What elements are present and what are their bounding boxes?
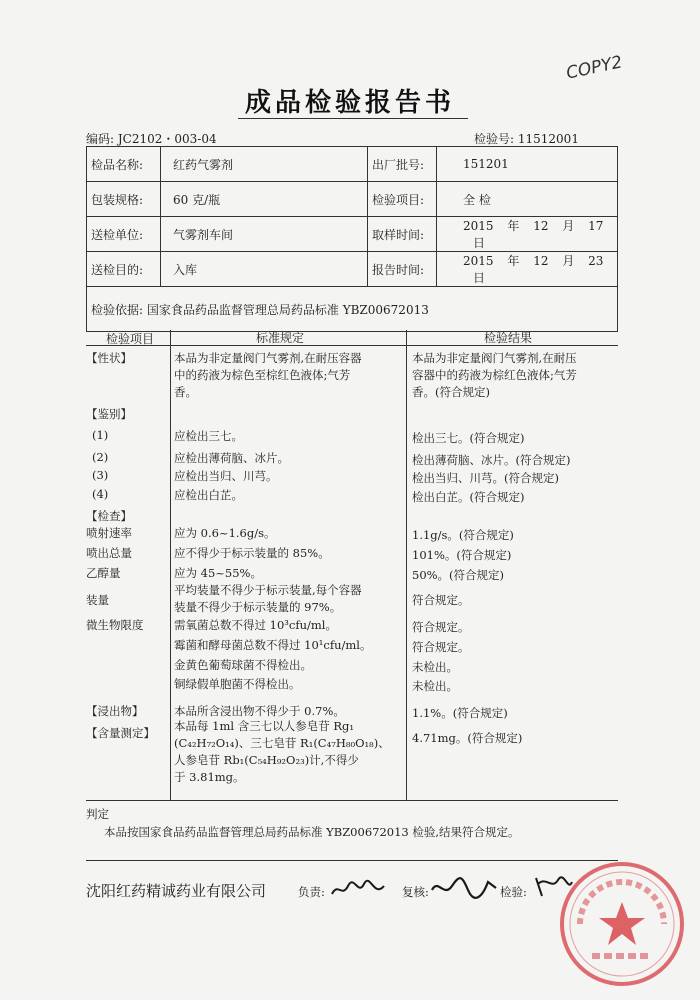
report-time-value (437, 252, 618, 287)
month-char: 月 (562, 254, 575, 268)
basis-label: 检验依据: (91, 302, 144, 317)
info-row-3 (87, 217, 618, 252)
extract-label: 【浸出物】 (86, 704, 144, 718)
ethanol-item: 乙醇量 (86, 566, 121, 580)
traits-result-line: 香。(符合规定) (412, 385, 490, 399)
info-row-1 (87, 147, 618, 182)
assay-label: 【含量测定】 (86, 726, 155, 740)
report-time-label: 报告时间: (368, 252, 437, 287)
basis-value: 国家食品药品监督管理总局药品标准 YBZ00672013 (146, 302, 429, 317)
spray-total-standard: 应不得少于标示装量的 85%。 (174, 546, 330, 560)
extract-standard: 本品所含浸出物不得少于 0.7%。 (174, 704, 345, 718)
assay-standard (174, 718, 390, 786)
ethanol-result: 50%。(符合规定) (412, 568, 505, 582)
header-standard: 标准规定 (256, 331, 305, 345)
assay-standard-line: (C₄₂H₇₂O₁₄)、三七皂苷 R₁(C₄₇H₈₀O₁₈)、 (174, 736, 390, 750)
batch-label: 出厂批号: (368, 147, 437, 182)
assay-standard-line: 人参皂苷 Rb₁(C₅₄H₉₂O₂₃)计,不得少 (174, 753, 359, 767)
column-divider-2 (406, 330, 407, 800)
assay-standard-line: 于 3.81mg。 (174, 770, 245, 784)
month-char: 月 (562, 219, 575, 233)
traits-standard-line: 香。 (174, 385, 197, 399)
report-year: 2015 (463, 254, 494, 268)
year-char: 年 (507, 254, 520, 268)
items-label: 检验项目: (368, 182, 437, 217)
fill-standard-line: 平均装量不得少于标示装量,每个容器 (174, 583, 362, 597)
info-row-2 (87, 182, 618, 217)
ident-no-4: (4) (92, 487, 109, 501)
purpose-value: 入库 (161, 252, 368, 287)
traits-result (412, 350, 577, 401)
sample-year: 2015 (463, 219, 494, 233)
fill-item: 装量 (86, 593, 109, 607)
footer-rule (86, 860, 618, 861)
spray-total-item: 喷出总量 (86, 546, 132, 560)
traits-result-line: 本品为非定量阀门气雾剂,在耐压 (412, 351, 577, 365)
microbe-result-1: 符合规定。 (412, 620, 470, 634)
ident-standard-2: 应检出薄荷脑、冰片。 (174, 451, 289, 465)
product-name-label: 检品名称: (87, 147, 161, 182)
report-day: 23 (588, 254, 604, 268)
ident-result-1: 检出三七。(符合规定) (412, 431, 525, 445)
assay-result: 4.71mg。(符合规定) (412, 731, 523, 745)
judgment-text: 本品按国家食品药品监督管理总局药品标准 YBZ00672013 检验,结果符合规定。 (104, 825, 520, 839)
items-value: 全 检 (437, 182, 618, 217)
microbe-standard-3: 金黄色葡萄球菌不得检出。 (174, 658, 312, 672)
extract-result: 1.1%。(符合规定) (412, 706, 508, 720)
microbe-standard-4: 铜绿假单胞菌不得检出。 (174, 677, 301, 691)
ident-standard-4: 应检出白芷。 (174, 488, 243, 502)
microbe-standard-1: 需氧菌总数不得过 10³cfu/ml。 (174, 618, 337, 632)
traits-result-line: 容器中的药液为棕红色液体;气芳 (412, 368, 577, 382)
ident-result-3: 检出当归、川芎。(符合规定) (412, 471, 559, 485)
info-table (86, 146, 618, 332)
judgment-label: 判定 (86, 807, 109, 821)
spray-rate-item: 喷射速率 (86, 526, 132, 540)
sample-time-label: 取样时间: (368, 217, 437, 252)
spray-rate-result: 1.1g/s。(符合规定) (412, 528, 514, 542)
title-underline (238, 118, 468, 119)
traits-standard (174, 350, 362, 401)
report-number-value: 11512001 (517, 132, 579, 146)
review-signature (430, 872, 500, 904)
ident-no-1: (1) (92, 428, 109, 442)
ethanol-standard: 应为 45~55%。 (174, 566, 262, 580)
microbe-result-4: 未检出。 (412, 679, 458, 693)
sample-day: 17 (588, 219, 604, 233)
product-name-value: 红药气雾剂 (161, 147, 368, 182)
microbe-result-2: 符合规定。 (412, 640, 470, 654)
fill-result: 符合规定。 (412, 593, 470, 607)
unit-value: 气雾剂车间 (161, 217, 368, 252)
header-rule (86, 345, 618, 346)
header-result: 检验结果 (484, 331, 533, 345)
inspect-label: 检验: (500, 885, 527, 899)
company-seal-icon (558, 860, 686, 988)
report-number-field (474, 130, 579, 147)
microbe-item: 微生物限度 (86, 618, 144, 632)
day-char: 日 (473, 236, 486, 250)
ident-no-3: (3) (92, 468, 109, 482)
report-month: 12 (533, 254, 549, 268)
day-char: 日 (473, 271, 486, 285)
responsible-signature (328, 874, 388, 904)
spray-rate-standard: 应为 0.6~1.6g/s。 (174, 526, 276, 540)
sample-time-value (437, 217, 618, 252)
unit-label: 送检单位: (87, 217, 161, 252)
traits-standard-line: 本品为非定量阀门气雾剂,在耐压容器 (174, 351, 362, 365)
column-divider-1 (170, 330, 171, 800)
fill-standard-line: 装量不得少于标示装量的 97%。 (174, 600, 342, 614)
code-label: 编码: (86, 132, 115, 146)
info-row-4 (87, 252, 618, 287)
ident-standard-3: 应检出当归、川芎。 (174, 469, 278, 483)
microbe-result-3: 未检出。 (412, 660, 458, 674)
traits-label: 【性状】 (86, 351, 132, 365)
sample-month: 12 (533, 219, 549, 233)
handwritten-copy-note: COPY2 (564, 52, 625, 84)
traits-standard-line: 中的药液为棕色至棕红色液体;气芳 (174, 368, 351, 382)
ident-no-2: (2) (92, 450, 109, 464)
package-label: 包装规格: (87, 182, 161, 217)
review-label: 复核: (402, 885, 429, 899)
batch-value: 151201 (437, 147, 618, 182)
purpose-label: 送检目的: (87, 252, 161, 287)
judgment-rule (86, 800, 618, 801)
ident-standard-1: 应检出三七。 (174, 429, 243, 443)
basis-cell (87, 287, 618, 332)
report-title: 成品检验报告书 (244, 88, 455, 118)
info-row-basis (87, 287, 618, 332)
fill-standard (174, 582, 362, 616)
ident-result-2: 检出薄荷脑、冰片。(符合规定) (412, 453, 571, 467)
microbe-standard-2: 霉菌和酵母菌总数不得过 10¹cfu/ml。 (174, 638, 372, 652)
company-name: 沈阳红药精诚药业有限公司 (86, 882, 267, 900)
code-field (86, 130, 217, 147)
inspection-label: 【检查】 (86, 509, 132, 523)
assay-standard-line: 本品每 1ml 含三七以人参皂苷 Rg₁ (174, 719, 354, 733)
year-char: 年 (507, 219, 520, 233)
responsible-label: 负责: (298, 885, 325, 899)
spray-total-result: 101%。(符合规定) (412, 548, 512, 562)
identification-label: 【鉴别】 (86, 407, 132, 421)
header-item: 检验项目 (106, 332, 155, 346)
report-number-label: 检验号: (474, 132, 515, 146)
code-value: JC2102・003-04 (117, 132, 217, 146)
package-value: 60 克/瓶 (161, 182, 368, 217)
ident-result-4: 检出白芷。(符合规定) (412, 490, 525, 504)
